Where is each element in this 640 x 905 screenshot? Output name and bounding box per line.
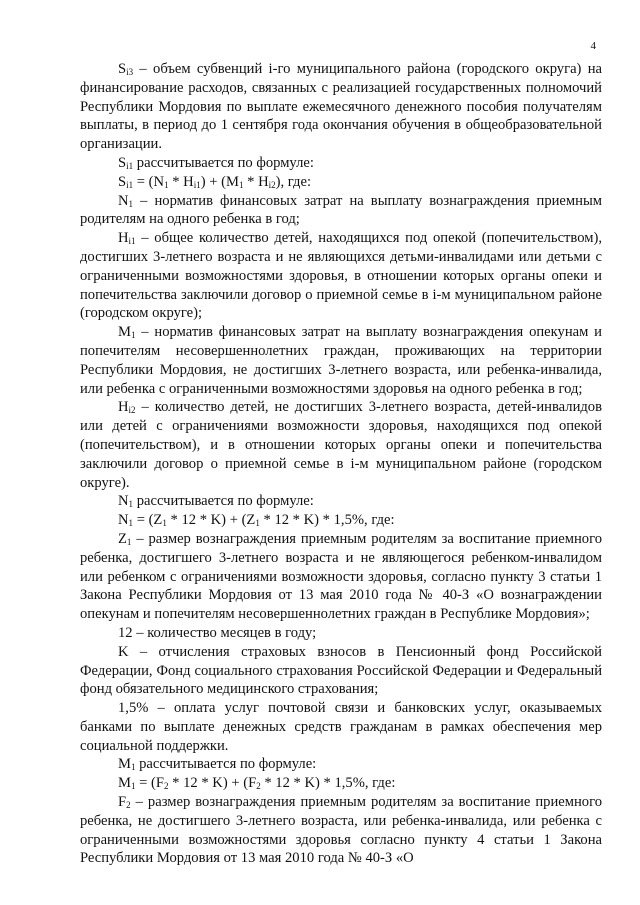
paragraph: $Z_1$ – размер вознаграждения приемным родителям за воспитание приемного ребенка, достигшего 3-летнего возраста и не являющегося ребенком-инвалидом или ребенком с ограничениями возможности здоровья, согласно пункту 3 статьи 1 Закона Республики Мордовия от 13 мая 2010 года № 40-З «О вознаграждении опекунам и попечителям несовершеннолетних граждан в Республике Мордовия»; (80, 530, 602, 623)
formula-line: $S_{i1}$ рассчитывается по формуле: (118, 154, 314, 171)
paragraph: $N_1$ – норматив финансовых затрат на выплату вознаграждения приемным родителям на одного ребенка в год; (80, 192, 602, 228)
paragraph: $S_{i3}$ – объем субвенций i-го муниципального района (городского округа) на финансирование расходов, связанных с реализацией государственных полномочий Республики Мордовия по выплате ежемесячного денежного пособия получателям выплаты, в период до 1 сентября года окончания обучения в общеобразовательной организации. (80, 61, 602, 153)
formula-line: $N_1 = (Z_1 * 12 * K) + (Z_1 * 12 * K) * 1,5\%$, где: (118, 512, 395, 529)
paragraph: K – отчисления страховых взносов в Пенсионный фонд Российской Федерации, Фонд социального страхования Российской Федерации и Федеральный фонд обязательного медицинского страхования; (80, 643, 602, 698)
paragraph: $F_2$ – размер вознаграждения приемным родителям за воспитание приемного ребенка, не достигшего 3-летнего возраста, или ребенка-инвалида, или ребенка с ограниченными возможностями здоровья согласно пункту 4 статьи 1 Закона Республики Мордовия от 13 мая 2010 года № 40-З «О (80, 794, 602, 867)
formula-line: $M_1$ рассчитывается по формуле: (118, 756, 317, 773)
paragraph: 1,5% – оплата услуг почтовой связи и банковских услуг, оказываемых банками по выплате денежных средств гражданам в рамках обеспечения мер социальной поддержки. (80, 700, 602, 754)
paragraph: $H_{i2}$ – количество детей, не достигших 3-летнего возраста, детей-инвалидов или детей с ограничениями возможности здоровья, находящихся под опекой (попечительством), и в отношении которых органы опеки и попечительства заключили договор о приемной семье в i-м муниципальном районе (городском округе). (80, 399, 602, 491)
page-number: 4 (590, 40, 596, 52)
paragraph: $M_1$ – норматив финансовых затрат на выплату вознаграждения опекунам и попечителям несовершеннолетних граждан, проживающих на территории Республики Мордовия, не достигших 3-летнего возраста, или ребенка-инвалида, или ребенка с ограниченными возможностями здоровья на одного ребенка в год; (80, 324, 602, 397)
paragraph: 12 – количество месяцев в году; (118, 624, 317, 641)
formula-line: $S_{i1} = (N_1 * H_{i1}) + (M_1 * H_{i2})$, где: (118, 173, 311, 190)
formula-line: $N_1$ рассчитывается по формуле: (118, 493, 314, 510)
formula-line: $M_1 = (F_2 * 12 * K) + (F_2 * 12 * K) * 1,5\%$, где: (118, 775, 396, 792)
document-body (80, 60, 602, 868)
paragraph: $H_{i1}$ – общее количество детей, находящихся под опекой (попечительством), достигших 3-летнего возраста и не являющихся детьми-инвалидами или детьми с ограниченными возможностями здоровья, в отношении которых органы опеки и попечительства заключили договор о приемной семье в i-м муниципальном районе (городском округе); (80, 230, 602, 322)
